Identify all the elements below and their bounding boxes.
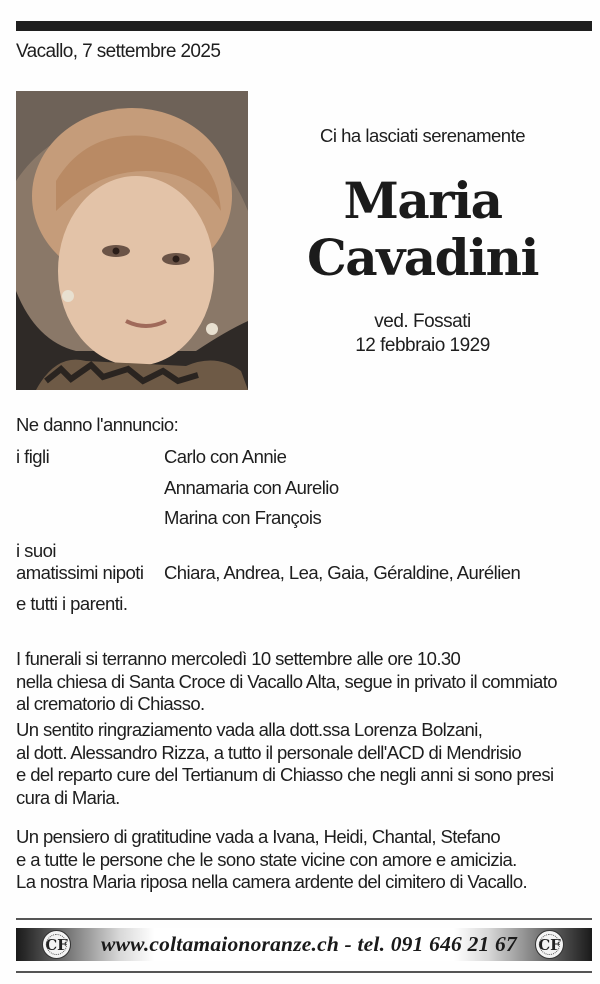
paragraph-line: Un sentito ringraziamento vada alla dott.ssa Lorenza Bolzani, — [16, 719, 483, 740]
child-entry: Carlo con Annie — [164, 446, 287, 467]
funeral-home-logo-right-icon: CF — [535, 930, 564, 959]
paragraph-line: nella chiesa di Santa Croce di Vacallo Alta, segue in privato il commiato — [16, 670, 557, 692]
child-entry: Annamaria con Aurelio — [164, 477, 339, 498]
deceased-last-name: Cavadini — [307, 228, 538, 287]
children-label: i figli — [16, 446, 50, 467]
thanks-paragraph — [16, 719, 553, 809]
portrait-photo — [16, 91, 248, 390]
footer-banner — [16, 928, 592, 961]
portrait-illustration — [16, 91, 248, 390]
paragraph-line: cura di Maria. — [16, 786, 120, 808]
widow-and-birth — [290, 310, 555, 358]
grandchildren-label-line1: i suoi — [16, 540, 56, 561]
paragraph-line: e del reparto cure del Tertianum di Chiasso che negli anni si sono presi — [16, 764, 554, 785]
top-bar — [16, 21, 592, 31]
footer-rule-top — [16, 918, 592, 920]
deceased-first-name: Maria — [343, 171, 502, 230]
intro-text: Ci ha lasciati serenamente — [320, 125, 525, 146]
birth-date: 12 febbraio 1929 — [355, 335, 490, 356]
paragraph-line: Un pensiero di gratitudine vada a Ivana, Heidi, Chantal, Stefano — [16, 826, 501, 847]
funeral-paragraph — [16, 648, 557, 716]
footer-rule-bottom — [16, 971, 592, 973]
widow-of: ved. Fossati — [374, 311, 471, 332]
family-heading: Ne danno l'annuncio: — [16, 414, 179, 435]
paragraph-line: e a tutte le persone che le sono state vicine con amore e amicizia. — [16, 848, 517, 870]
paragraph-line: I funerali si terranno mercoledì 10 settembre alle ore 10.30 — [16, 648, 461, 669]
grandchildren-label-line2: amatissimi nipoti — [16, 562, 144, 583]
paragraph-line: al dott. Alessandro Rizza, a tutto il personale dell'ACD di Mendrisio — [16, 741, 522, 763]
gratitude-paragraph — [16, 826, 527, 894]
child-entry: Marina con François — [164, 507, 322, 528]
funeral-home-contact[interactable]: www.coltamaionoranze.ch - tel. 091 646 21 67 — [101, 932, 517, 956]
paragraph-line: La nostra Maria riposa nella camera ardente del cimitero di Vacallo. — [16, 871, 528, 892]
dateline: Vacallo, 7 settembre 2025 — [16, 41, 221, 62]
funeral-home-logo-left-icon: CF — [42, 930, 71, 959]
grandchildren-names: Chiara, Andrea, Lea, Gaia, Géraldine, Aurélien — [164, 562, 521, 583]
relatives: e tutti i parenti. — [16, 593, 128, 614]
paragraph-line: al crematorio di Chiasso. — [16, 693, 205, 714]
